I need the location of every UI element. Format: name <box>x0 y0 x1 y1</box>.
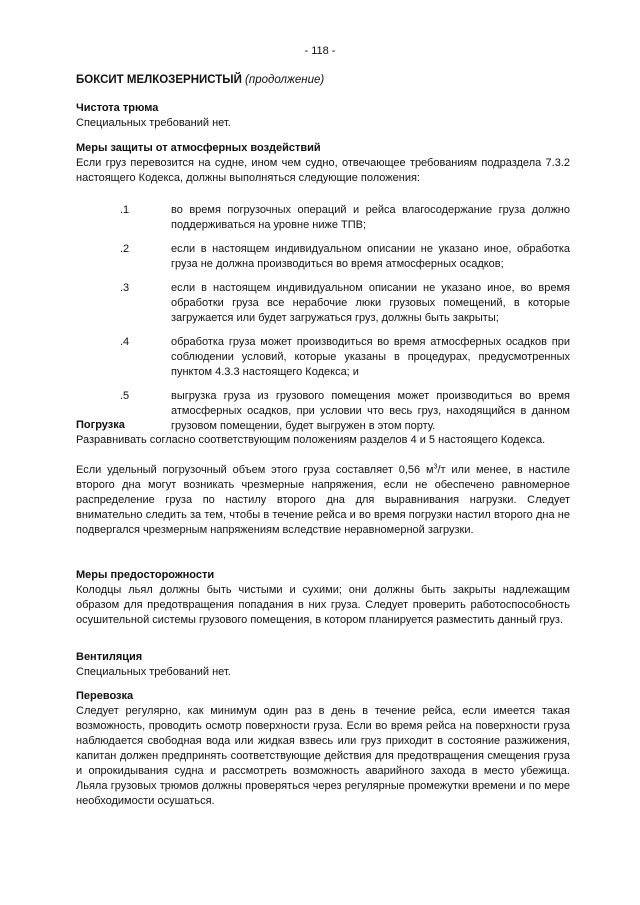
text-part: /т или менее, в настиле второго дна могут возникать чрезмерные напряжения, если не обеспечено равномерное распределение груза по настилу второго дна для выравнивания нагрузки. Следует внимательно следить за тем, чтобы в течение рейса и во время погрузки настил второго дна не подвергался чрезмерным напряжениям вследствие неравномерной загрузки. <box>76 464 570 536</box>
section-text: Специальных требований нет. <box>76 117 231 129</box>
section-text: Специальных требований нет. <box>76 666 231 678</box>
section-text-2 <box>76 463 570 538</box>
list-item-text: обработка груза может производиться во время атмосферных осадков при соблюдении условий, которые указаны в процедурах, предусмотренных пунктом 4.3.3 настоящего Кодекса; и <box>171 336 570 378</box>
section-heading: Чистота трюма <box>76 102 159 114</box>
section-heading: Вентиляция <box>76 651 143 663</box>
list-item-number: .2 <box>120 243 130 255</box>
list-item-number: .1 <box>120 204 130 216</box>
text-part: Если удельный погрузочный объем этого груза составляет 0,56 м <box>76 464 434 476</box>
list-item-text: если в настоящем индивидуальном описании не указано иное, обработка груза не должна производиться во время атмосферных осадков; <box>171 243 570 270</box>
section-ventilation <box>76 650 570 680</box>
section-precautions <box>76 568 570 628</box>
section-heading: Погрузка <box>76 419 125 431</box>
section-heading: Меры предосторожности <box>76 569 215 581</box>
section-text: Колодцы льял должны быть чистыми и сухими; они должны быть закрыты надлежащим образом для предотвращения попадания в них груза. Следует проверить работоспособность осушительной системы грузового помещения, в котором планируется разместить данный груз. <box>76 584 570 626</box>
title-note: (продолжение) <box>245 74 325 86</box>
section-heading: Меры защиты от атмосферных воздействий <box>76 142 321 154</box>
list-item <box>76 242 570 272</box>
list-item-number: .4 <box>120 336 130 348</box>
list-item <box>76 203 570 233</box>
list-item <box>76 281 570 326</box>
list-item-number: .5 <box>120 390 130 402</box>
page-title <box>76 73 324 88</box>
section-text: Разравнивать согласно соответствующим положениям разделов 4 и 5 настоящего Кодекса. <box>76 434 546 446</box>
list-item <box>76 335 570 380</box>
list-item-text: во время погрузочных операций и рейса влагосодержание груза должно поддерживаться на уровне ниже ТПВ; <box>171 204 570 231</box>
section-weather <box>76 141 570 186</box>
section-carriage <box>76 689 570 809</box>
section-hold-cleanliness <box>76 101 570 131</box>
section-text: Если груз перевозится на судне, ином чем судно, отвечающее требованиям подраздела 7.3.2 настоящего Кодекса, должны выполняться следующие положения: <box>76 157 570 184</box>
section-heading: Перевозка <box>76 690 134 702</box>
list-item-number: .3 <box>120 282 130 294</box>
list-item-text: если в настоящем индивидуальном описании не указано иное, во время обработки груза все нерабочие люки грузовых помещений, в которые загружается или будет загружаться груз, должны быть закрыты; <box>171 282 570 324</box>
section-loading <box>76 418 570 538</box>
weather-list <box>76 203 570 443</box>
page-number: - 118 - <box>304 45 336 57</box>
superscript: 3 <box>433 463 438 471</box>
list-item-text: выгрузка груза из грузового помещения может производиться во время атмосферных осадков, при условии что весь груз, находящийся в данном грузовом помещении, будет выгружен в этом порту. <box>171 390 570 432</box>
section-text: Следует регулярно, как минимум один раз в день в течение рейса, если имеется такая возможность, проводить осмотр поверхности груза. Если во время рейса на поверхности груза наблюдается свободная вода или жидкая взвесь или груз приходит в состояние разжижения, капитан должен предпринять соответствующие действия для предотвращения смещения груза и опрокидывания судна и рассмотреть возможность аварийного захода в место убежища. Льяла грузовых трюмов должны проверяться через регулярные промежутки времени и по мере необходимости осушаться. <box>76 705 570 807</box>
title-main: БОКСИТ МЕЛКОЗЕРНИСТЫЙ <box>76 74 242 86</box>
